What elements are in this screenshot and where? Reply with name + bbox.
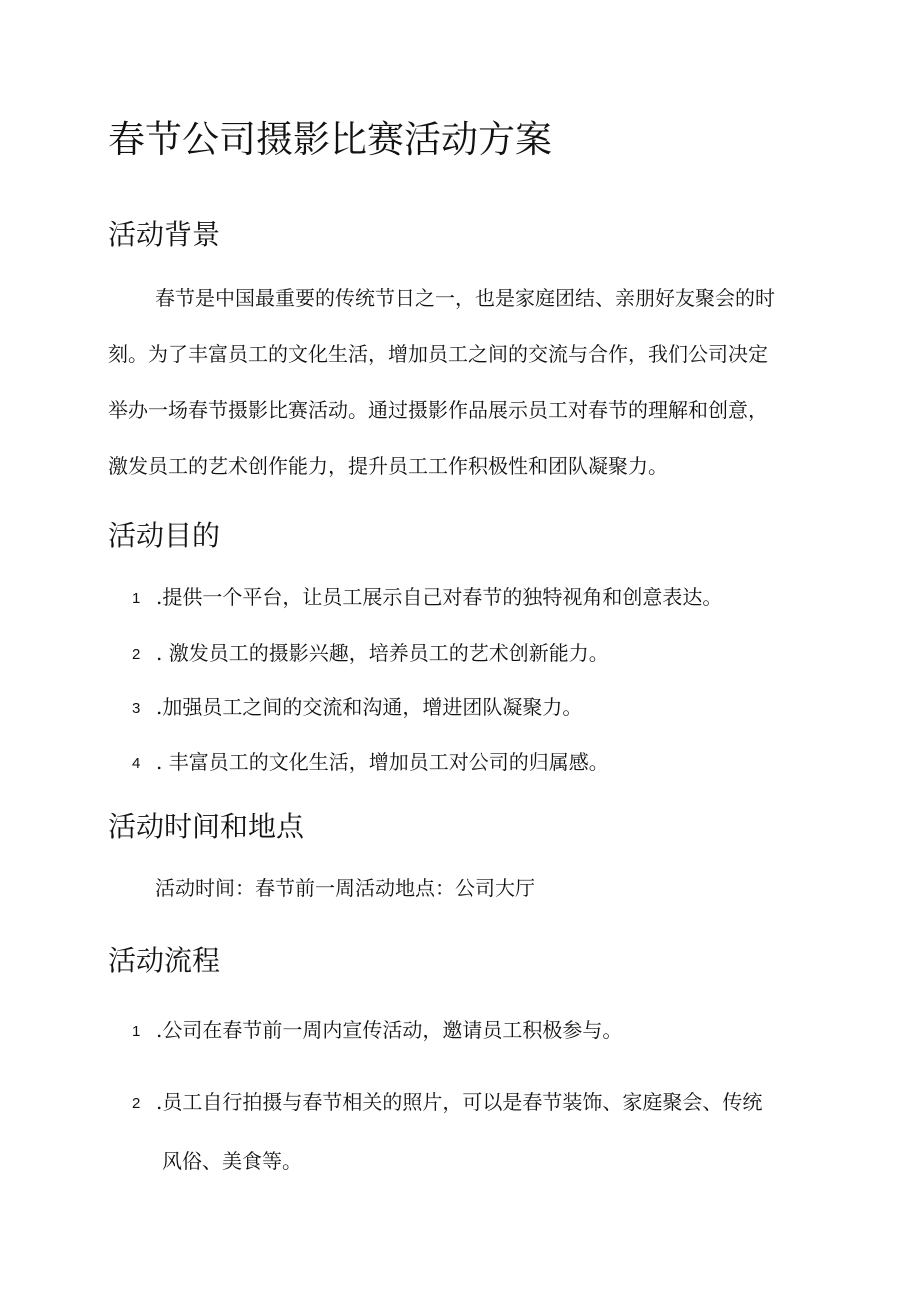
purpose-item-1-number: 1 [132, 590, 141, 607]
purpose-item-4 [132, 747, 609, 779]
background-line-3: 举办一场春节摄影比赛活动。通过摄影作品展示员工对春节的理解和创意， [108, 398, 768, 422]
purpose-item-2-text: . 激发员工的摄影兴趣，培养员工的艺术创新能力。 [156, 641, 609, 665]
purpose-item-3-number: 3 [132, 700, 141, 717]
process-item-2 [132, 1087, 762, 1119]
section-heading-time-place: 活动时间和地点 [108, 810, 305, 843]
purpose-item-2 [132, 638, 609, 670]
process-item-1-number: 1 [132, 1023, 141, 1040]
purpose-item-4-text: . 丰富员工的文化生活，增加员工对公司的归属感。 [156, 750, 609, 774]
process-item-1 [132, 1015, 622, 1047]
purpose-item-1 [132, 582, 722, 614]
section-heading-purpose: 活动目的 [108, 519, 221, 552]
process-item-1-text: .公司在春节前一周内宣传活动，邀请员工积极参与。 [156, 1018, 623, 1042]
purpose-item-4-number: 4 [132, 755, 141, 772]
purpose-item-3 [132, 692, 582, 724]
document-title: 春节公司摄影比赛活动方案 [108, 118, 552, 161]
purpose-item-3-text: .加强员工之间的交流和沟通，增进团队凝聚力。 [156, 695, 583, 719]
process-item-2-text: .员工自行拍摄与春节相关的照片，可以是春节装饰、家庭聚会、传统 [156, 1090, 763, 1114]
section-heading-process: 活动流程 [108, 944, 221, 977]
process-item-2-number: 2 [132, 1095, 141, 1112]
process-item-2-continuation: 风俗、美食等。 [162, 1149, 302, 1173]
purpose-item-2-number: 2 [132, 646, 141, 663]
purpose-item-1-text: .提供一个平台，让员工展示自己对春节的独特视角和创意表达。 [156, 585, 723, 609]
section-heading-background: 活动背景 [108, 218, 221, 251]
background-line-1: 春节是中国最重要的传统节日之一，也是家庭团结、亲朋好友聚会的时 [155, 286, 775, 310]
background-line-4: 激发员工的艺术创作能力，提升员工工作积极性和团队凝聚力。 [108, 454, 668, 478]
time-place-line: 活动时间：春节前一周活动地点：公司大厅 [155, 876, 535, 900]
background-line-2: 刻。为了丰富员工的文化生活，增加员工之间的交流与合作，我们公司决定 [108, 342, 768, 366]
